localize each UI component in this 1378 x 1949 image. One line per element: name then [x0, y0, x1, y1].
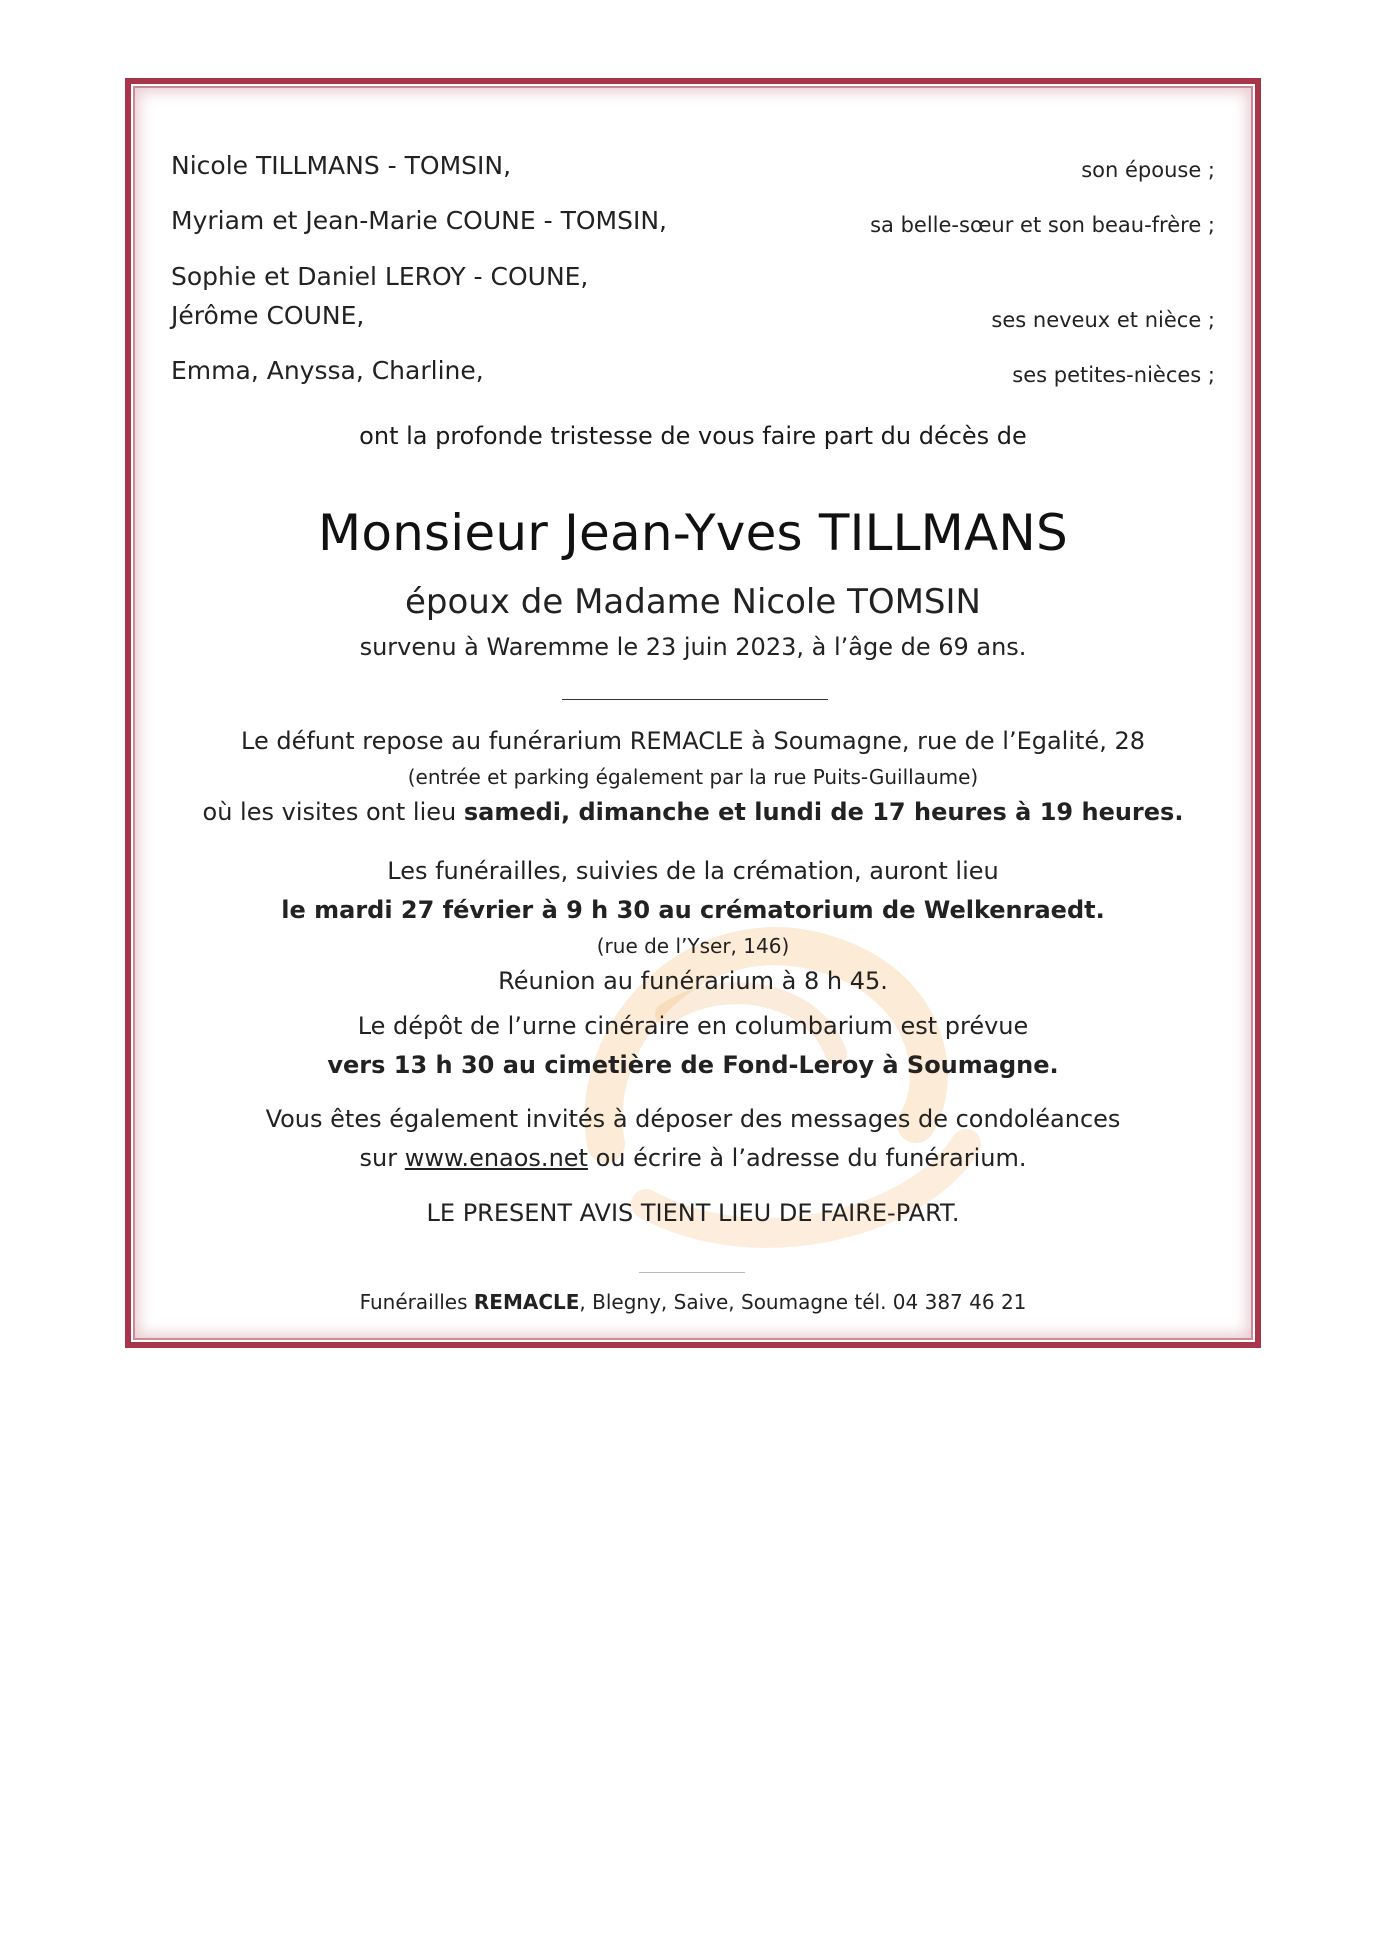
footer-rule	[639, 1272, 745, 1273]
visitation-hours	[131, 793, 1255, 832]
funeral-address-note: (rue de l’Yser, 146)	[596, 934, 790, 958]
family-name-line: Myriam et Jean-Marie COUNE - TOMSIN,	[171, 206, 667, 235]
condolences-line-2	[131, 1139, 1255, 1178]
visitation-block	[131, 722, 1255, 832]
relation-label: son épouse ;	[1081, 158, 1215, 182]
urn-time-place: vers 13 h 30 au cimetière de Fond-Leroy à Soumagne.	[327, 1051, 1059, 1079]
family-names	[171, 201, 667, 240]
footer-prefix: Funérailles	[359, 1290, 474, 1314]
family-name-line: Sophie et Daniel LEROY - COUNE,	[171, 262, 589, 291]
funeral-line: Les funérailles, suivies de la crémation, auront lieu	[387, 857, 999, 885]
family-names	[171, 146, 511, 185]
notice-text: LE PRESENT AVIS TIENT LIEU DE FAIRE-PART.	[426, 1199, 960, 1227]
intro-text: ont la profonde tristesse de vous faire part du décès de	[359, 422, 1027, 450]
funeral-meeting-line: Réunion au funérarium à 8 h 45.	[498, 967, 888, 995]
footer-company: REMACLE	[473, 1290, 580, 1314]
relation-label: ses petites-nièces ;	[1012, 363, 1215, 387]
family-name-line: Nicole TILLMANS - TOMSIN,	[171, 151, 512, 180]
family-row	[171, 257, 1215, 335]
family-row	[171, 146, 1215, 185]
divider	[562, 699, 828, 700]
visitation-hours-bold: samedi, dimanche et lundi de 17 heures à 19 heures.	[463, 798, 1184, 826]
spouse-line: époux de Madame Nicole TOMSIN	[405, 582, 981, 622]
condolences-prefix: sur	[359, 1144, 405, 1172]
footer-contact: , Blegny, Saive, Soumagne tél. 04 387 46 21	[579, 1290, 1027, 1314]
family-name-line: Emma, Anyssa, Charline,	[171, 356, 484, 385]
family-names	[171, 351, 484, 390]
urn-block	[131, 1007, 1255, 1085]
visitation-line: Le défunt repose au funérarium REMACLE à Soumagne, rue de l’Egalité, 28	[241, 727, 1145, 755]
family-names	[171, 257, 588, 335]
condolences-block	[131, 1100, 1255, 1178]
family-row	[171, 201, 1215, 240]
footer	[131, 1290, 1255, 1314]
urn-line: Le dépôt de l’urne cinéraire en columbarium est prévue	[357, 1012, 1029, 1040]
visitation-note: (entrée et parking également par la rue Puits-Guillaume)	[407, 765, 979, 789]
condolences-suffix: ou écrire à l’adresse du funérarium.	[587, 1144, 1027, 1172]
death-line: survenu à Waremme le 23 juin 2023, à l’âge de 69 ans.	[359, 633, 1027, 661]
enaos-link[interactable]: www.enaos.net	[404, 1144, 588, 1172]
funeral-block	[131, 852, 1255, 1001]
family-name-line: Jérôme COUNE,	[171, 301, 365, 330]
relation-label: ses neveux et nièce ;	[991, 308, 1215, 332]
funeral-date-place: le mardi 27 février à 9 h 30 au crématorium de Welkenraedt.	[281, 896, 1105, 924]
relation-label: sa belle-sœur et son beau-frère ;	[870, 213, 1215, 237]
deceased-name: Monsieur Jean-Yves TILLMANS	[318, 504, 1068, 562]
visitation-hours-prefix: où les visites ont lieu	[202, 798, 464, 826]
family-row	[171, 351, 1215, 390]
obituary-frame	[125, 78, 1261, 1348]
condolences-line: Vous êtes également invités à déposer des messages de condoléances	[265, 1105, 1121, 1133]
